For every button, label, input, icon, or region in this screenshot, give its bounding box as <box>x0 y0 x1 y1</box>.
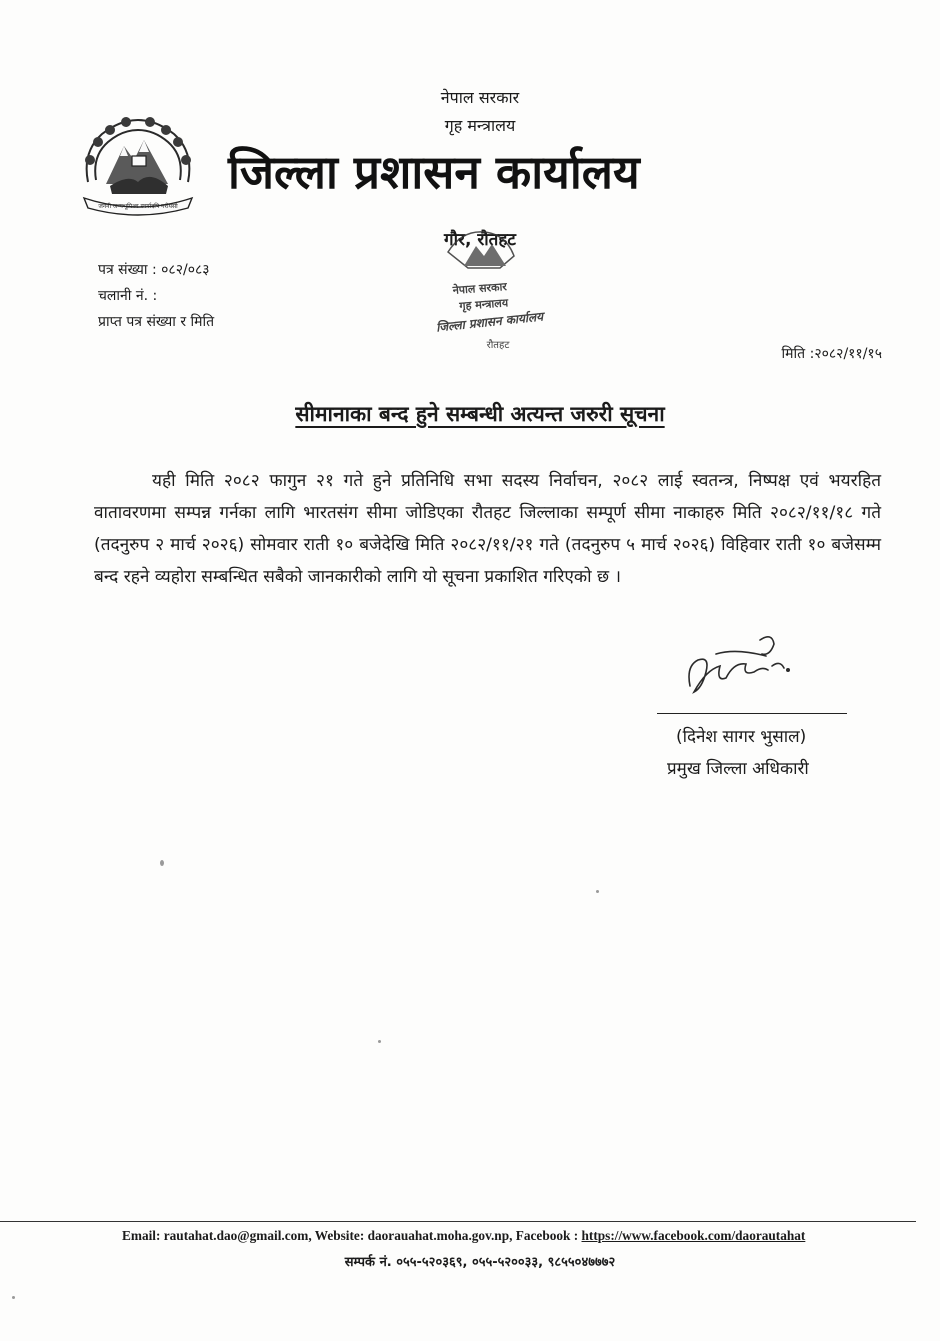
signature-line <box>657 713 847 714</box>
facebook-link[interactable]: https://www.facebook.com/daorautahat <box>581 1228 806 1243</box>
signatory-name: (दिनेश सागर भुसाल) <box>676 727 807 747</box>
office-location: गौर, रौतहट <box>444 230 516 250</box>
received-letter-ref: प्राप्त पत्र संख्या र मिति <box>98 314 215 330</box>
notice-subject-text: सीमानाका बन्द हुने सम्बन्धी अत्यन्त जरुरी सूचना <box>295 402 665 426</box>
government-name: नेपाल सरकार <box>440 88 520 107</box>
signature-icon <box>676 626 806 706</box>
scan-speck <box>378 1040 381 1043</box>
scan-speck <box>12 1296 15 1299</box>
notice-body: यही मिति २०८२ फागुन २१ गते हुने प्रतिनिधि सभा सदस्य निर्वाचन, २०८२ लाई स्वतन्त्र, निष्पक्ष एवं भयरहित वातावरणमा सम्पन्न गर्नका लागि भारतसंग सीमा जोडिएका रौतहट जिल्लाका सम्पूर्ण सीमा नाकाहरु मिति २०८२/११/१८ गते (तदनुरुप २ मार्च २०२६) सोमवार राती १० बजेदेखि मिति २०८२/११/२१ गते (तदनुरुप ५ मार्च २०२६) विहिवार राती १० बजेसम्म बन्द रहने व्यहोरा सम्बन्धित सबैको जानकारीको लागि यो सूचना प्रकाशित गरिएको छ । <box>94 471 881 587</box>
footer-divider <box>0 1221 916 1222</box>
stamp-line-2: गृह मन्त्रालय <box>458 296 509 313</box>
stamp-line-4: रौतहट <box>486 340 510 351</box>
ministry-name: गृह मन्त्रालय <box>444 116 516 135</box>
emblem-motto: जननी जन्मभूमिश्च स्वर्गादपि गरीयसी <box>98 203 178 210</box>
scan-speck <box>160 860 164 866</box>
footer-phone: सम्पर्क नं. ०५५-५२०३६९, ०५५-५२००३३, ९८५५०४७७७२ <box>344 1255 616 1270</box>
notice-subject <box>0 400 940 428</box>
notice-date: मिति :२०८२/११/१५ <box>781 346 882 362</box>
office-name: जिल्ला प्रशासन कार्यालय <box>228 145 640 199</box>
email-link[interactable]: rautahat.dao@gmail.com, <box>163 1228 312 1243</box>
website-label: Website: <box>314 1228 365 1243</box>
scan-speck <box>596 890 599 893</box>
email-label: Email: <box>122 1228 161 1243</box>
office-stamp-icon <box>402 222 564 362</box>
signatory-title: प्रमुख जिल्ला अधिकारी <box>667 759 809 779</box>
stamp-line-1: नेपाल सरकार <box>452 280 508 297</box>
letter-number: पत्र संख्या : ०८२/०८३ <box>98 262 210 278</box>
website-link[interactable]: daorauahat.moha.gov.np, <box>367 1228 513 1243</box>
footer-contact-online <box>122 1228 805 1244</box>
facebook-label: Facebook : <box>515 1228 579 1243</box>
dispatch-number: चलानी नं. : <box>98 288 158 304</box>
stamp-line-3: जिल्ला प्रशासन कार्यालय <box>435 309 544 335</box>
